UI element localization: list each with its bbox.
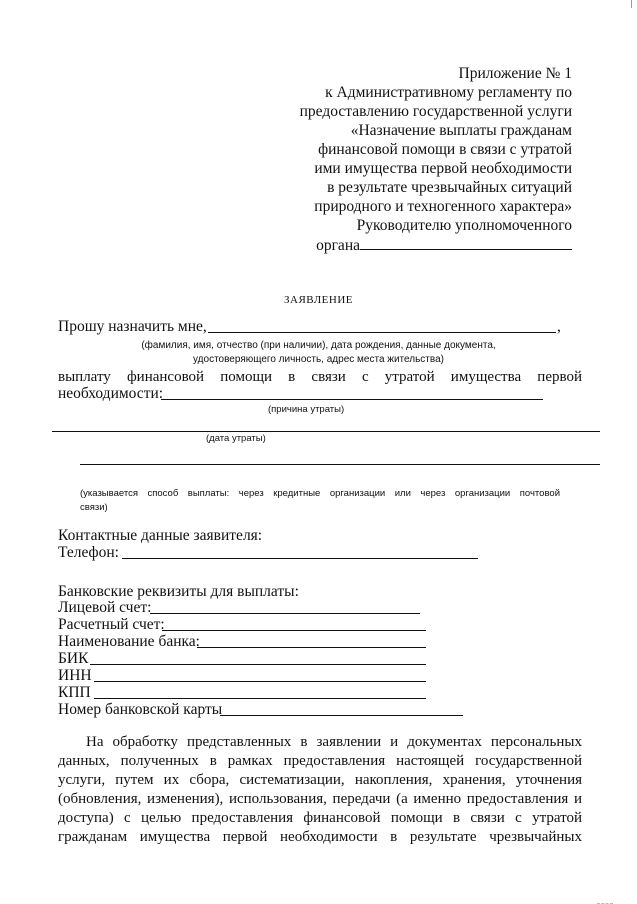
applicant-blank-line[interactable] <box>208 332 556 333</box>
organ-row <box>290 235 572 255</box>
appendix-header <box>290 64 572 255</box>
payment-line: выплату финансовой помощи в связи с утратой имущества первой <box>58 369 582 385</box>
request-comma: , <box>557 318 561 335</box>
appendix-line: Руководителю уполномоченного <box>356 217 572 234</box>
bank-field-label: КПП <box>58 684 91 701</box>
appendix-line: Приложение № 1 <box>458 65 572 82</box>
consent-line: На обработку представленных в заявлении и документах персональных <box>86 734 582 750</box>
bank-field-label: Номер банковской карты <box>58 701 223 718</box>
inn-blank[interactable] <box>94 681 426 682</box>
reason-hint: (причина утраты) <box>268 404 345 415</box>
consent-line: услуги, путем их сбора, систематизации, накопления, хранения, уточнения <box>58 772 582 788</box>
consent-line: доступа) с целью предоставления финансовой помощи в связи с утратой <box>58 810 582 826</box>
bank-field-label: Расчетный счет: <box>58 616 165 633</box>
consent-line: данных, полученных в рамках предоставления настоящей государственной <box>58 753 582 769</box>
appendix-line: природного и техногенного характера» <box>314 198 572 215</box>
consent-line: (обновления, изменения), использования, передачи (а именно предоставления и <box>58 791 582 807</box>
kpp-blank[interactable] <box>94 698 426 699</box>
necessity-label: необходимости: <box>58 385 164 402</box>
document-title: ЗАЯВЛЕНИЕ <box>284 294 353 306</box>
phone-blank-line[interactable] <box>122 558 478 559</box>
appendix-line: «Назначение выплаты гражданам <box>350 122 572 139</box>
appendix-line: к Административному регламенту по <box>325 84 572 101</box>
bank-name-blank[interactable] <box>197 647 426 648</box>
bik-blank[interactable] <box>90 664 426 665</box>
reason-blank-line[interactable] <box>161 399 543 400</box>
bank-field-label: БИК <box>58 650 89 667</box>
organ-blank-line[interactable] <box>360 235 572 250</box>
applicant-hint-1: (фамилия, имя, отчество (при наличии), дата рождения, данные документа, <box>141 340 496 351</box>
request-prefix: Прошу назначить мне, <box>58 318 207 335</box>
settlement-account-blank[interactable] <box>162 630 426 631</box>
card-number-blank[interactable] <box>220 715 463 716</box>
method-blank-line[interactable] <box>80 464 600 465</box>
appendix-line: в результате чрезвычайных ситуаций <box>327 179 572 196</box>
appendix-line: предоставлению государственной услуги <box>299 103 572 120</box>
consent-paragraph <box>58 733 582 847</box>
bank-field-label: Наименование банка: <box>58 633 200 650</box>
scan-mark <box>631 0 633 8</box>
applicant-hint-2: удостоверяющего личность, адрес места жительства) <box>193 354 444 365</box>
personal-account-blank[interactable] <box>150 613 420 614</box>
method-hint-1: (указывается способ выплаты: через кредитные организации или через организации почтовой <box>80 488 560 499</box>
consent-line: гражданам имущества первой необходимости в результате чрезвычайных <box>58 829 582 845</box>
organ-label: органа <box>316 237 360 254</box>
appendix-line: финансовой помощи в связи с утратой <box>318 141 572 158</box>
bank-field-label: ИНН <box>58 667 92 684</box>
contacts-heading: Контактные данные заявителя: <box>58 527 263 544</box>
method-hint-2: связи) <box>80 502 108 513</box>
date-blank-line[interactable] <box>52 431 600 432</box>
bank-field-label: Лицевой счет: <box>58 599 152 616</box>
bank-heading: Банковские реквизиты для выплаты: <box>58 583 299 600</box>
appendix-line: ими имущества первой необходимости <box>314 160 572 177</box>
phone-label: Телефон: <box>58 544 119 561</box>
date-hint: (дата утраты) <box>206 433 266 444</box>
